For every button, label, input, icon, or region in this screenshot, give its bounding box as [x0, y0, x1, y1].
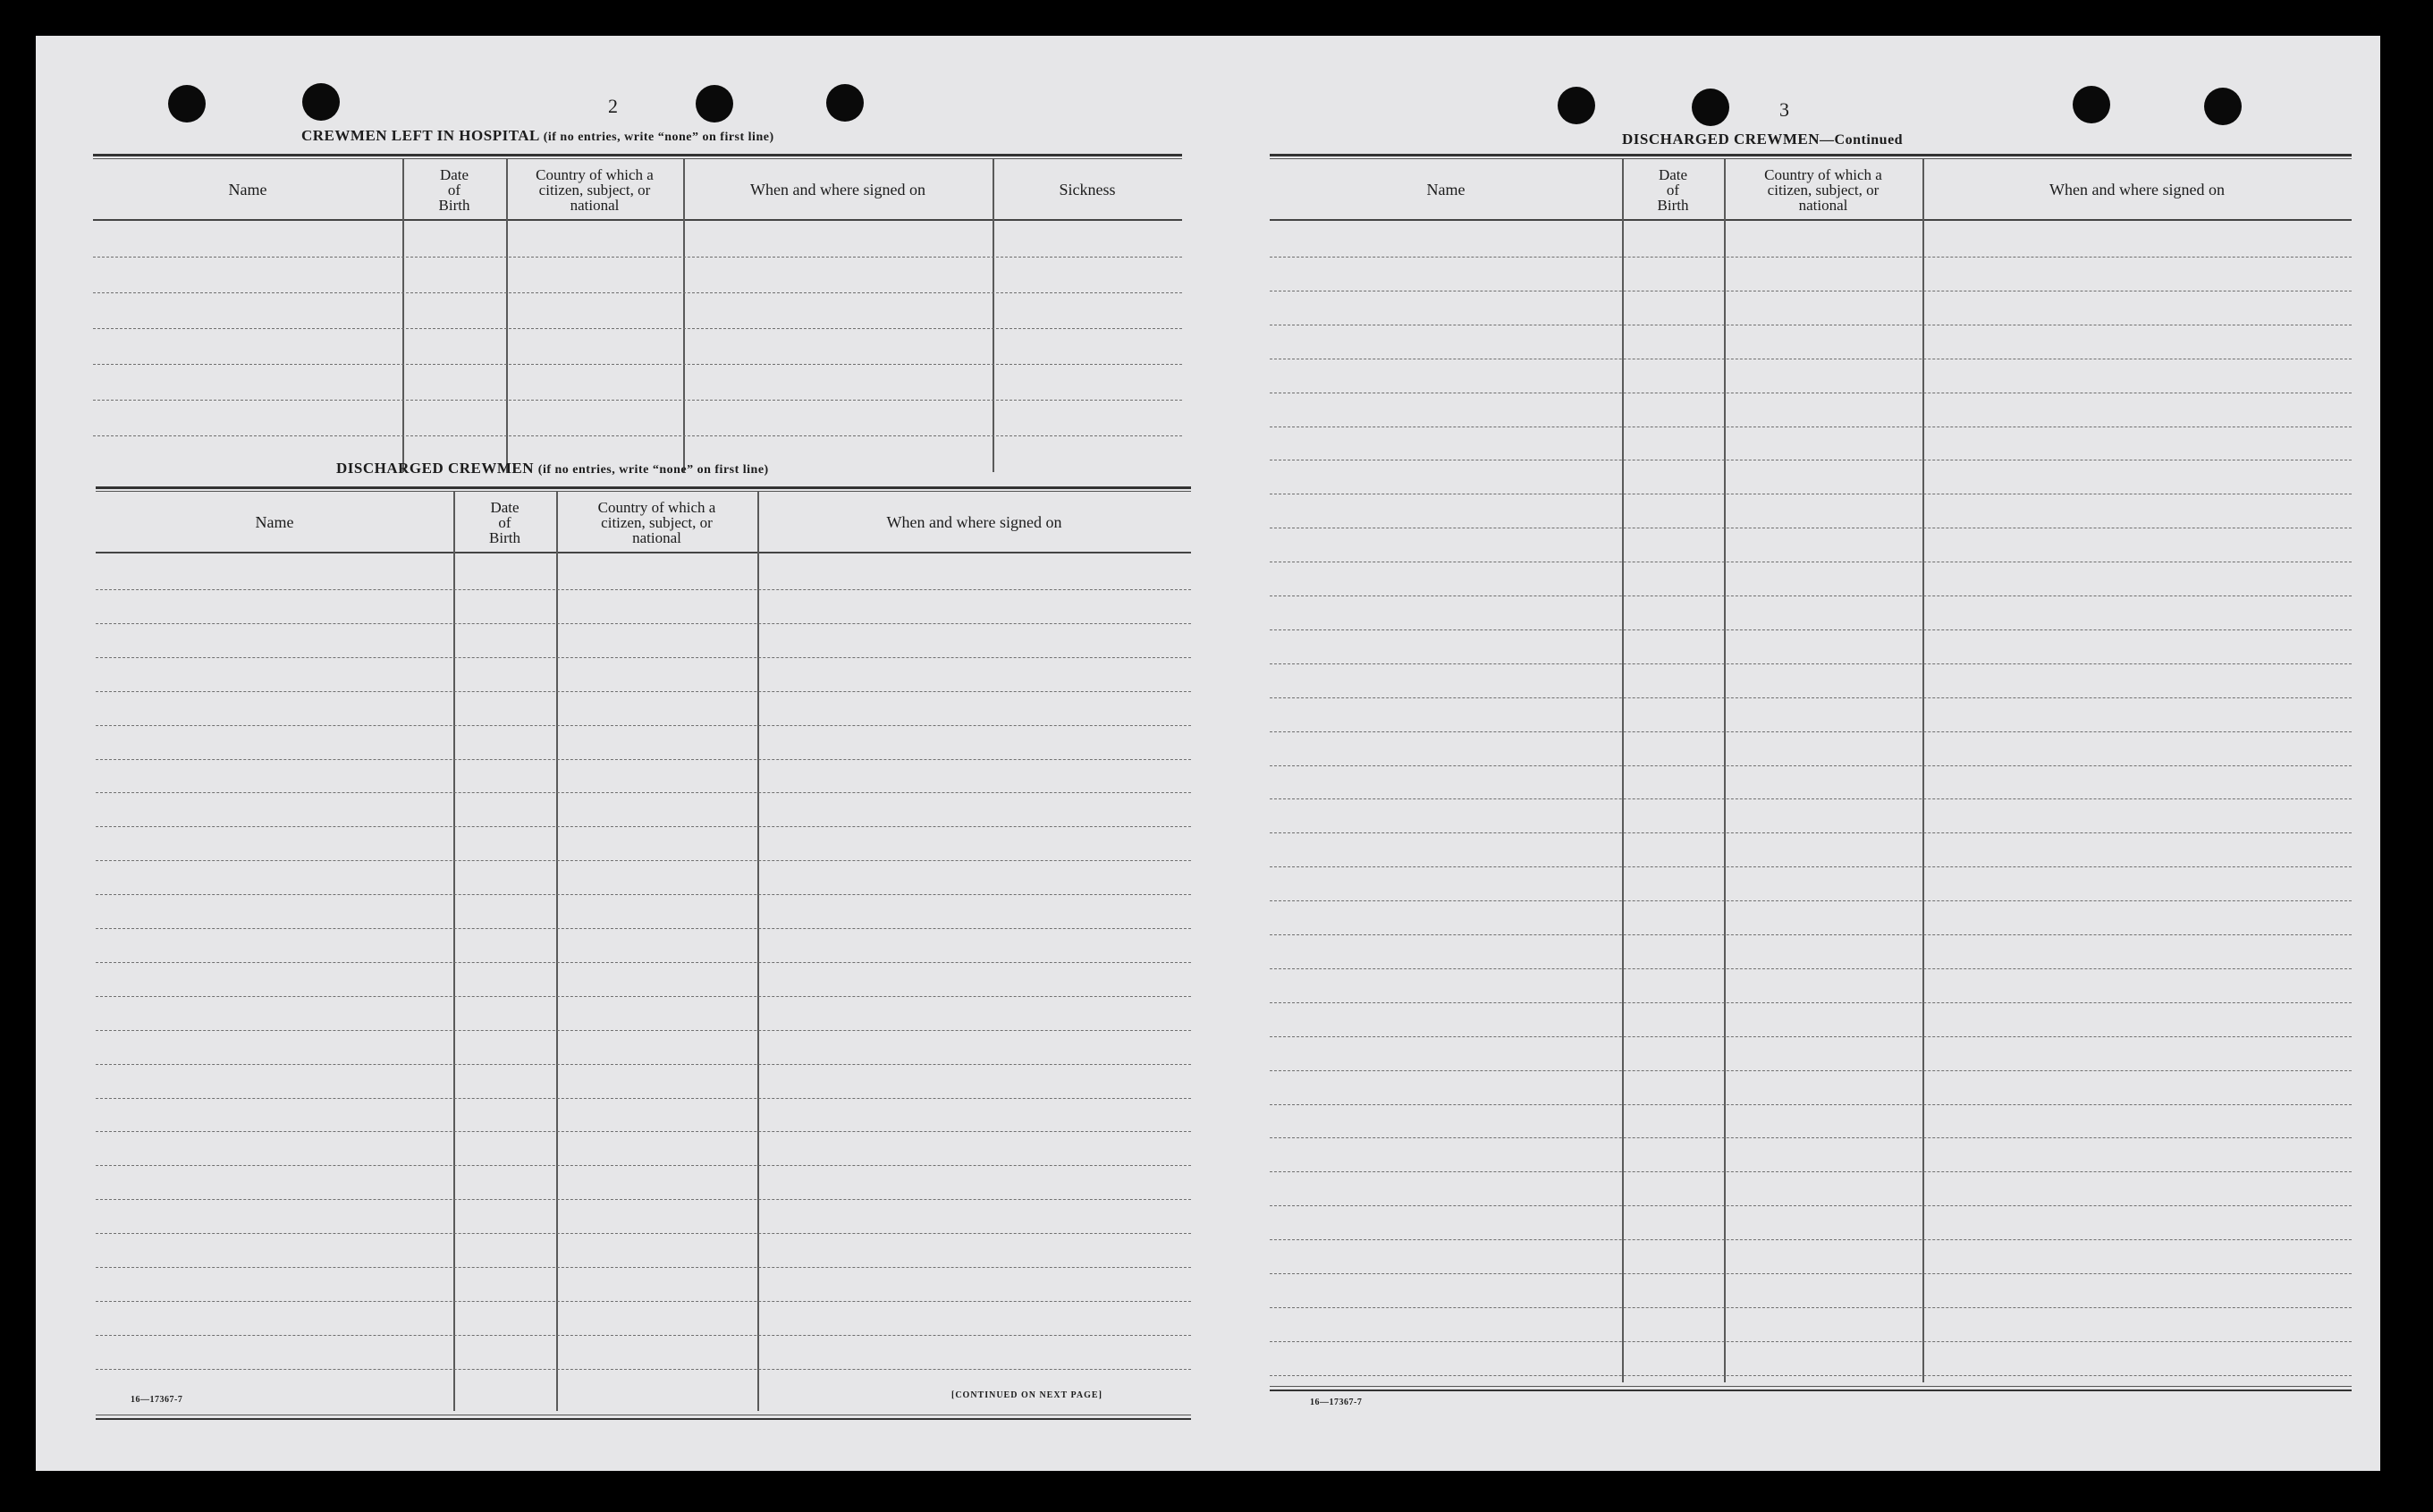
table-top-rule — [93, 154, 1182, 159]
table-row — [96, 1199, 1191, 1200]
table-row — [93, 364, 1182, 365]
table-row — [96, 1301, 1191, 1302]
table-row — [1270, 731, 2352, 732]
punch-hole — [2204, 88, 2242, 125]
table-row — [96, 996, 1191, 997]
punch-hole — [826, 84, 864, 122]
col-header-signed-on: When and where signed on — [2049, 181, 2225, 199]
col-header-signed-on: When and where signed on — [750, 181, 925, 199]
discharged-section-title — [336, 460, 769, 477]
hospital-title-instruction: (if no entries, write “none” on first line) — [543, 131, 774, 144]
discharged-continued-suffix: —Continued — [1820, 132, 1904, 148]
table-row — [96, 759, 1191, 760]
table-row — [96, 1165, 1191, 1166]
column-divider — [453, 492, 455, 1411]
page-number-right: 3 — [1779, 98, 1789, 121]
page-number-left: 2 — [608, 95, 618, 117]
table-row — [96, 792, 1191, 793]
table-row — [93, 292, 1182, 293]
table-row — [93, 328, 1182, 329]
table-row — [93, 257, 1182, 258]
punch-hole — [1692, 89, 1729, 126]
table-row — [96, 1369, 1191, 1370]
punch-hole — [168, 85, 206, 122]
punch-hole — [302, 83, 340, 121]
table-row — [1270, 1239, 2352, 1240]
continued-note: [CONTINUED ON NEXT PAGE] — [951, 1390, 1102, 1400]
table-row — [96, 589, 1191, 590]
table-row — [96, 1335, 1191, 1336]
table-row — [1270, 900, 2352, 901]
punch-hole — [2073, 86, 2110, 123]
discharged-title-main: DISCHARGED CREWMEN — [336, 460, 535, 477]
column-divider — [556, 492, 558, 1411]
table-row — [1270, 1171, 2352, 1172]
header-rule — [93, 219, 1182, 221]
table-row — [1270, 832, 2352, 833]
table-row — [1270, 798, 2352, 799]
discharged-continued-title-main: DISCHARGED CREWMEN — [1622, 131, 1821, 148]
col-header-country: Country of which a citizen, subject, or national — [536, 165, 654, 214]
table-row — [96, 894, 1191, 895]
table-row — [1270, 257, 2352, 258]
table-row — [96, 1064, 1191, 1065]
table-row — [1270, 968, 2352, 969]
table-row — [96, 1030, 1191, 1031]
col-header-name: Name — [1426, 181, 1466, 199]
discharged-continued-title — [1622, 131, 1903, 148]
col-header-country: Country of which a citizen, subject, or national — [597, 498, 716, 546]
punch-hole — [1558, 87, 1595, 124]
form-number-left: 16—17367-7 — [131, 1395, 183, 1405]
column-divider — [757, 492, 759, 1411]
table-bottom-rule — [96, 1415, 1191, 1420]
table-row — [1270, 1273, 2352, 1274]
table-top-rule — [1270, 154, 2352, 159]
table-row — [1270, 1205, 2352, 1206]
discharged-continued-table — [1270, 154, 2352, 1391]
table-row — [1270, 629, 2352, 630]
table-row — [96, 725, 1191, 726]
col-header-sickness: Sickness — [1059, 181, 1116, 199]
table-top-rule — [96, 486, 1191, 492]
discharged-title-instruction: (if no entries, write “none” on first line) — [537, 463, 769, 477]
discharged-table — [96, 486, 1191, 1420]
table-row — [1270, 934, 2352, 935]
column-divider — [1922, 159, 1924, 1382]
form-number-right: 16—17367-7 — [1310, 1398, 1363, 1407]
col-header-name: Name — [255, 513, 294, 531]
hospital-title-main: CREWMEN LEFT IN HOSPITAL — [301, 127, 539, 144]
table-row — [1270, 1070, 2352, 1071]
col-header-date-of-birth: Date of Birth — [438, 165, 470, 214]
hospital-section-title — [301, 127, 774, 145]
table-row — [1270, 663, 2352, 664]
table-row — [1270, 1137, 2352, 1138]
header-rule — [96, 552, 1191, 553]
table-bottom-rule — [1270, 1386, 2352, 1391]
column-divider — [1724, 159, 1726, 1382]
column-divider — [1622, 159, 1624, 1382]
col-header-signed-on: When and where signed on — [886, 513, 1062, 531]
table-row — [96, 928, 1191, 929]
table-row — [96, 1131, 1191, 1132]
col-header-date-of-birth: Date of Birth — [1657, 165, 1689, 214]
table-row — [96, 860, 1191, 861]
table-row — [96, 623, 1191, 624]
table-row — [96, 1098, 1191, 1099]
table-row — [1270, 1002, 2352, 1003]
table-row — [96, 1267, 1191, 1268]
table-row — [1270, 1375, 2352, 1376]
table-row — [96, 691, 1191, 692]
document-sheet — [36, 36, 2380, 1471]
table-row — [96, 1233, 1191, 1234]
col-header-name: Name — [228, 181, 267, 199]
table-row — [96, 826, 1191, 827]
table-row — [96, 657, 1191, 658]
table-row — [1270, 697, 2352, 698]
punch-hole — [696, 85, 733, 122]
table-row — [1270, 1341, 2352, 1342]
hospital-table — [93, 154, 1182, 472]
table-row — [1270, 866, 2352, 867]
table-row — [96, 962, 1191, 963]
col-header-date-of-birth: Date of Birth — [489, 498, 520, 546]
header-rule — [1270, 219, 2352, 221]
table-row — [1270, 1036, 2352, 1037]
table-row — [93, 435, 1182, 436]
col-header-country: Country of which a citizen, subject, or national — [1764, 165, 1882, 214]
table-row — [1270, 1307, 2352, 1308]
table-row — [1270, 765, 2352, 766]
table-row — [93, 400, 1182, 401]
table-row — [1270, 1104, 2352, 1105]
